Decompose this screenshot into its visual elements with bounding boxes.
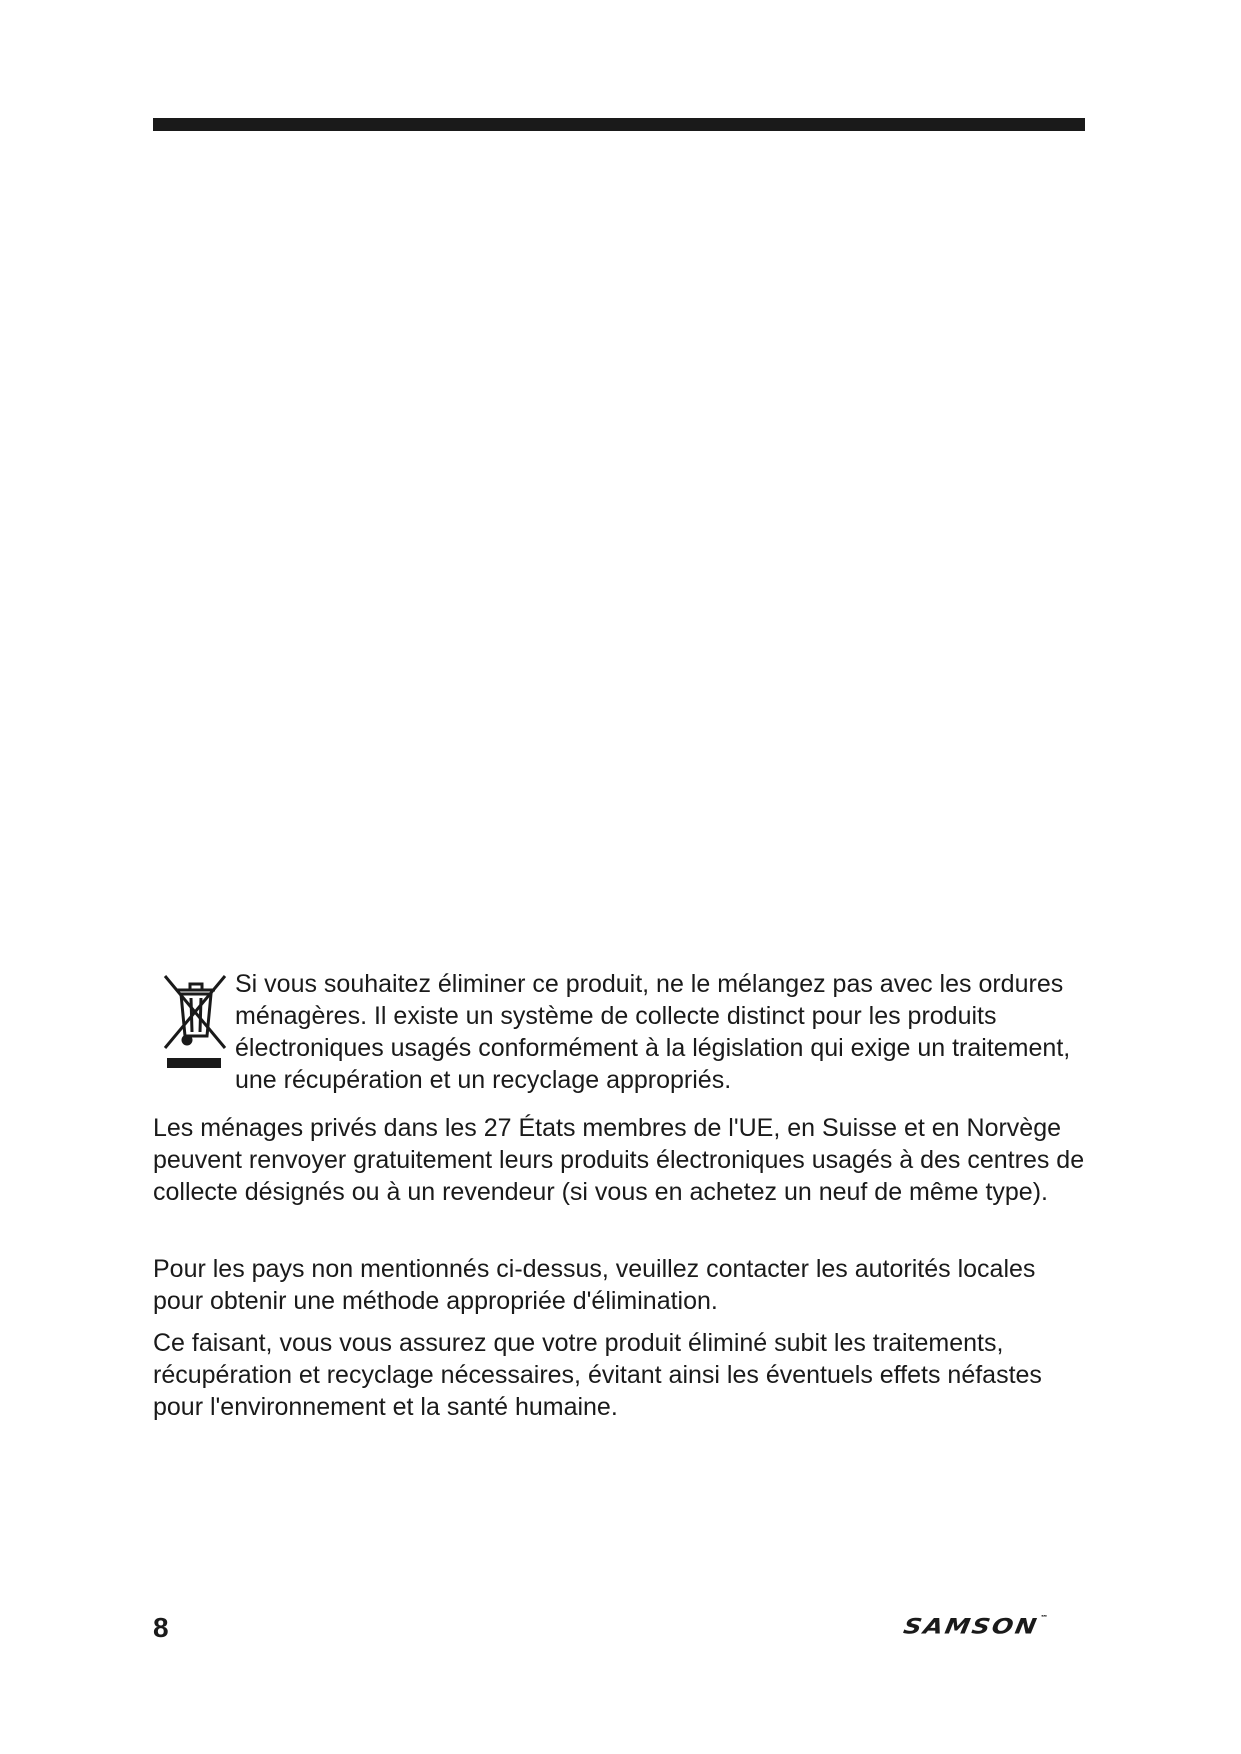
paragraph-environment: Ce faisant, vous vous assurez que votre produit éliminé subit les traitements, récupération et recyclage nécessaires, évitant ainsi les éventuels effets néfastes pour l'environnement et la santé humaine.	[153, 1329, 1042, 1421]
paragraph-eu-collection: Les ménages privés dans les 27 États membres de l'UE, en Suisse et en Norvège peuvent renvoyer gratuitement leurs produits électroniques usagés à des centres de collecte désignés ou à un revendeur (si vous en achetez un neuf de même type).	[153, 1114, 1085, 1206]
recycling-notice	[153, 968, 1085, 1096]
paragraph-other-countries: Pour les pays non mentionnés ci-dessus, veuillez contacter les autorités locales pour obtenir une méthode appropriée d'élimination.	[153, 1255, 1036, 1315]
recycling-intro-text: Si vous souhaitez éliminer ce produit, ne le mélangez pas avec les ordures ménagères. Il existe un système de collecte distinct pour les produits électroniques usagés conformément à la législation qui exige un traitement, une récupération et un recyclage appropriés.	[235, 970, 1071, 1094]
brand-logo: SAMSON™	[901, 1614, 1049, 1639]
page-number: 8	[153, 1612, 169, 1643]
brand-logo-text: SAMSON	[901, 1614, 1041, 1639]
weee-crossed-bin-icon	[161, 972, 231, 1072]
top-rule	[153, 118, 1085, 131]
